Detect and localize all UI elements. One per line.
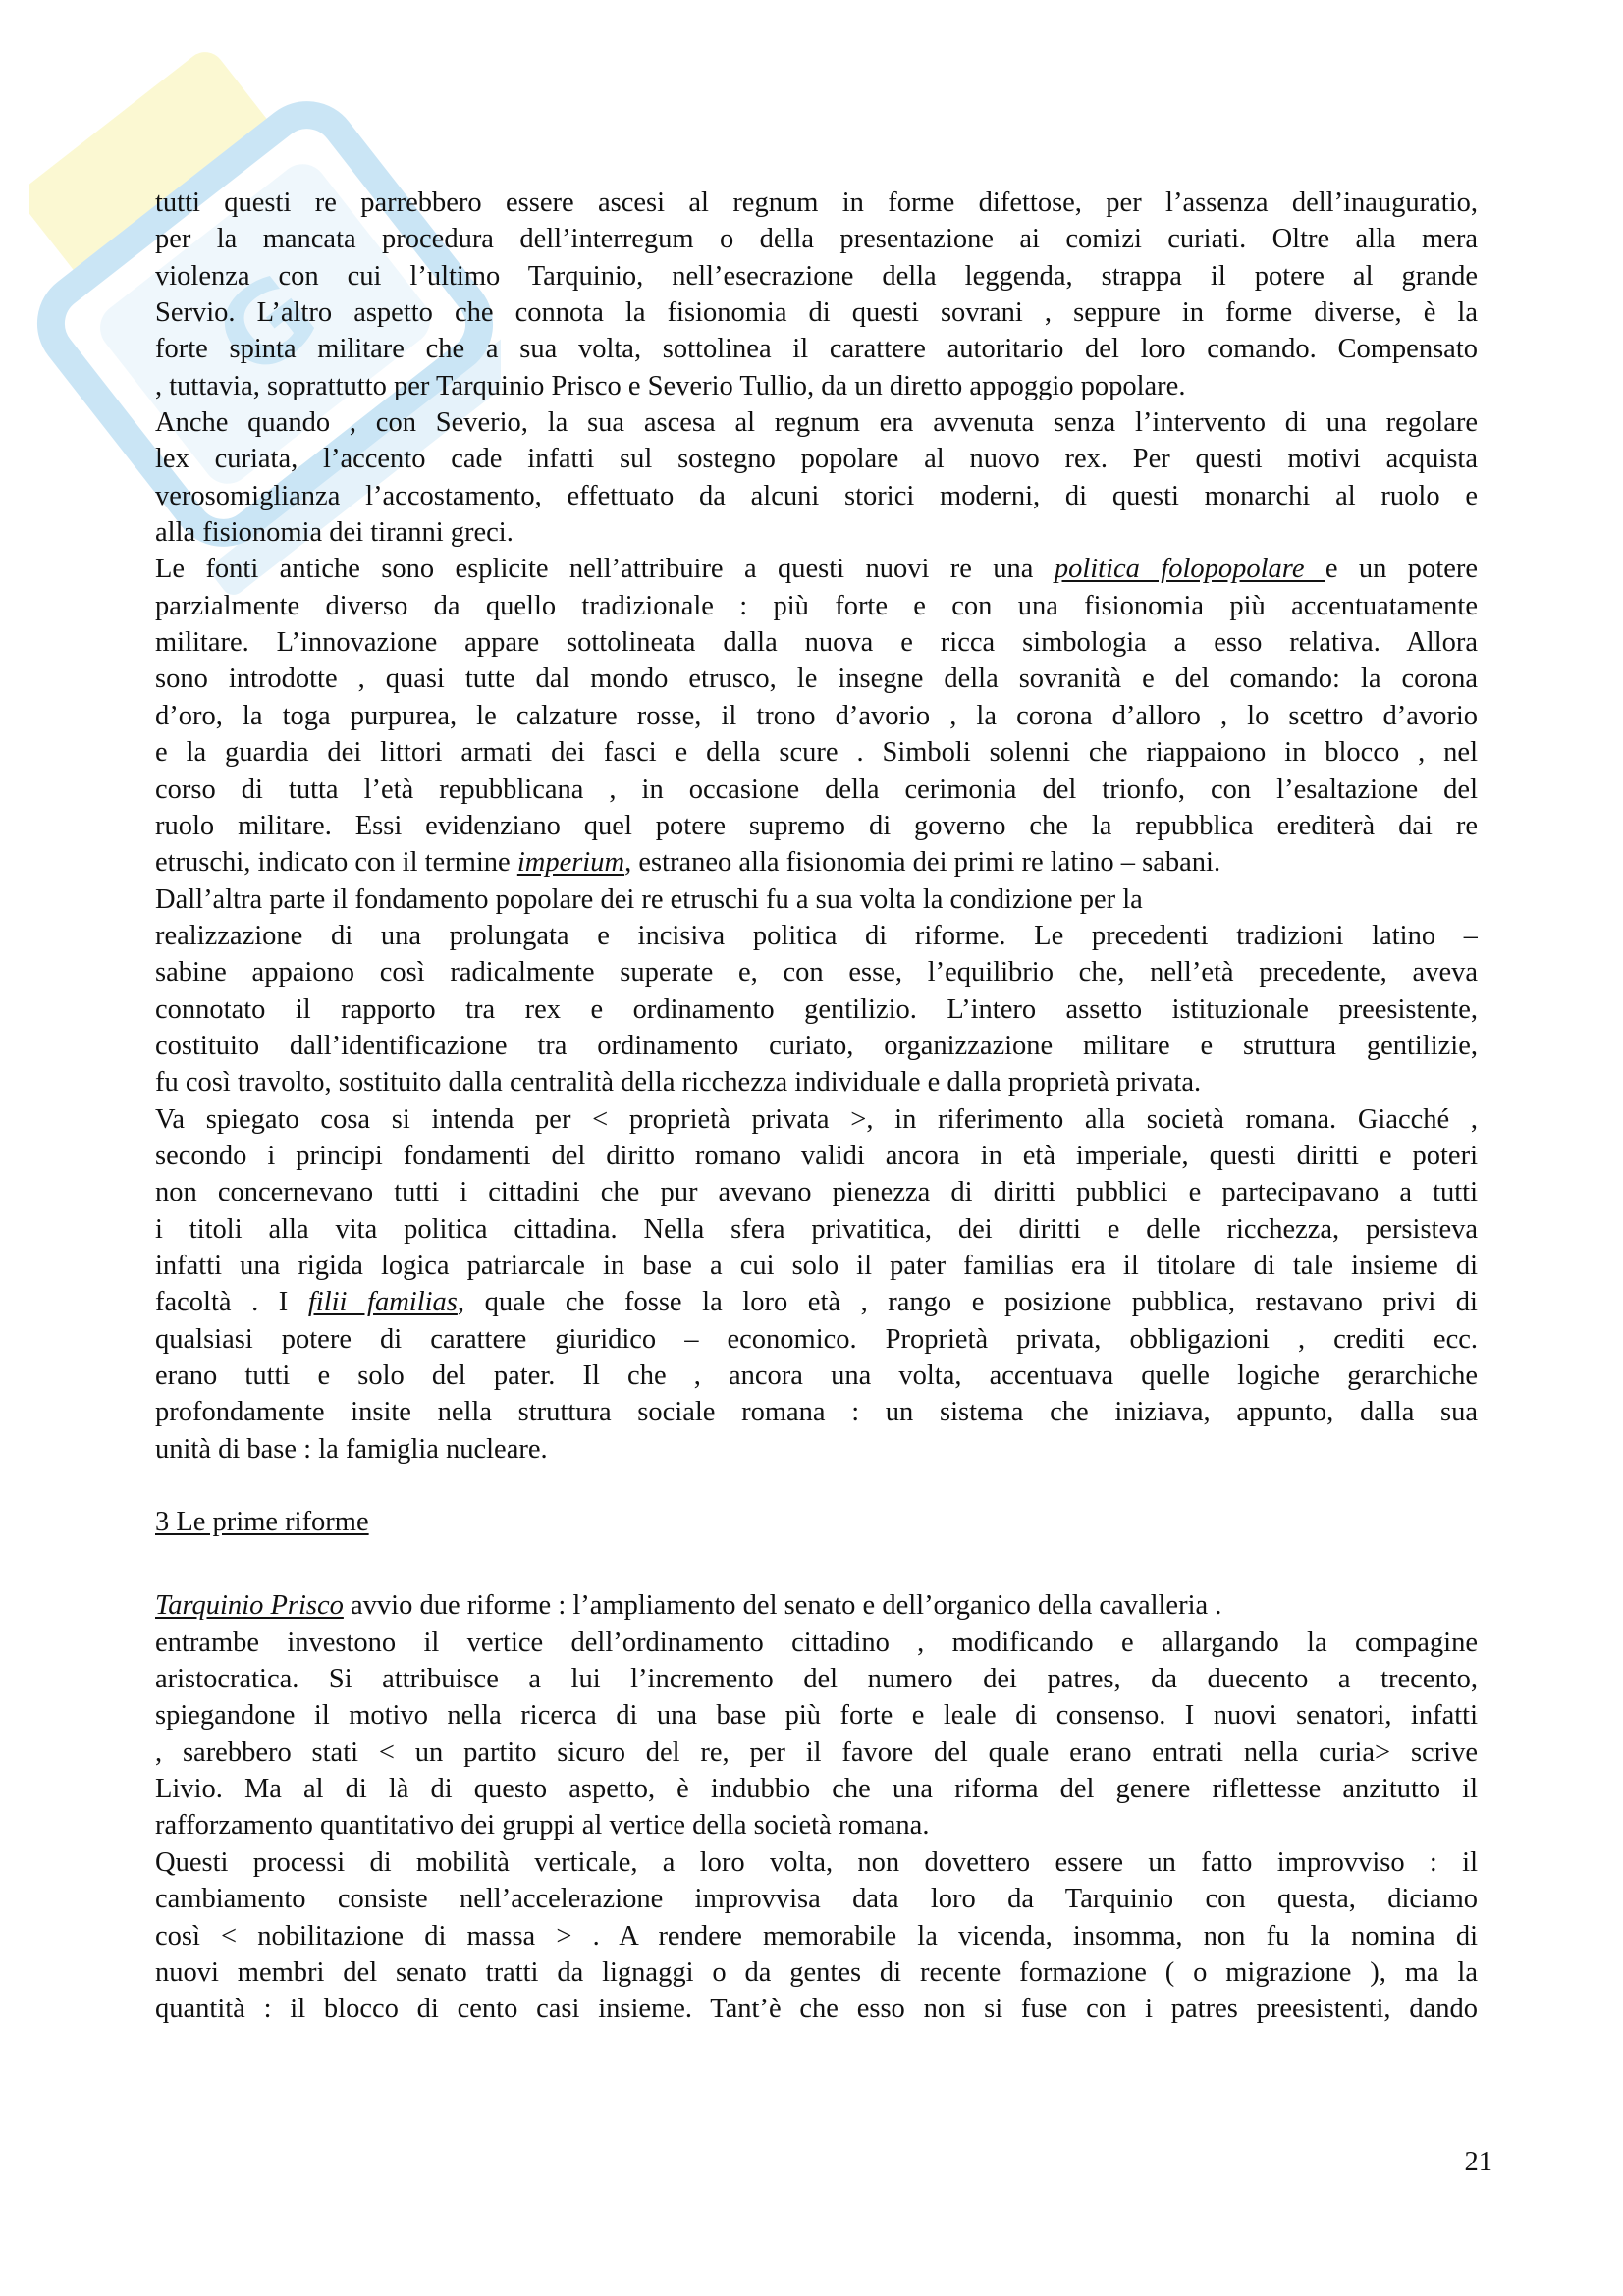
emphasis-imperium: imperium bbox=[516, 847, 625, 879]
text-line: d’oro, la toga purpurea, le calzature rosse, il trono d’avorio , la corona d’alloro , lo scettro d’avorio bbox=[155, 700, 1478, 731]
text-line: verosomiglianza l’accostamento, effettuato da alcuni storici moderni, di questi monarchi al ruolo e bbox=[155, 480, 1478, 511]
text-line: qualsiasi potere di carattere giuridico – economico. Proprietà privata, obbligazioni , crediti ecc. bbox=[155, 1323, 1478, 1355]
text-line: costituito dall’identificazione tra ordinamento curiato, organizzazione militare e struttura gentilizie, bbox=[155, 1030, 1478, 1061]
text-line: tutti questi re parrebbero essere ascesi al regnum in forme difettose, per l’assenza dell’inauguratio, bbox=[155, 187, 1478, 218]
text-line: Dall’altra parte il fondamento popolare dei re etruschi fu a sua volta la condizione per la bbox=[155, 883, 1143, 915]
text-line: unità di base : la famiglia nucleare. bbox=[155, 1433, 548, 1465]
text-fragment: , estraneo alla fisionomia dei primi re latino – sabani. bbox=[624, 847, 1221, 879]
text-line: Va spiegato cosa si intenda per < proprietà privata >, in riferimento alla società romana. Giacché , bbox=[155, 1103, 1478, 1135]
text-line: , sarebbero stati < un partito sicuro del re, per il favore del quale erano entrati nella curia> scrive bbox=[155, 1736, 1478, 1768]
text-fragment: avvio due riforme : l’ampliamento del senato e dell’organico della cavalleria . bbox=[343, 1590, 1222, 1622]
text-line: forte spinta militare che a sua volta, sottolinea il carattere autoritario del loro comando. Compensato bbox=[155, 334, 1478, 365]
emphasis-filii-familias: filii familias bbox=[307, 1287, 458, 1318]
spacer bbox=[155, 1551, 1478, 1587]
text-line: e la guardia dei littori armati dei fasci e della scure . Simboli solenni che riappaiono in blocco , nel bbox=[155, 737, 1478, 769]
text-line: alla fisionomia dei tiranni greci. bbox=[155, 517, 514, 549]
spacer bbox=[155, 1468, 1478, 1504]
text-line bbox=[155, 1587, 1478, 1624]
text-line: sono introdotte , quasi tutte dal mondo etrusco, le insegne della sovranità e del comando: la corona bbox=[155, 664, 1478, 695]
text-line: fu così travolto, sostituito dalla centralità della ricchezza individuale e dalla proprietà privata. bbox=[155, 1067, 1202, 1098]
text-line: per la mancata procedura dell’interregum o della presentazione ai comizi curiati. Oltre alla mera bbox=[155, 224, 1478, 255]
text-line bbox=[155, 844, 1478, 881]
text-line: non concernevano tutti i cittadini che pur avevano pienezza di diritti pubblici e partecipavano a tutti bbox=[155, 1177, 1478, 1208]
section-heading: 3 Le prime riforme bbox=[155, 1507, 369, 1538]
text-line: infatti una rigida logica patriarcale in base a cui solo il pater familias era il titolare di tale insieme di bbox=[155, 1250, 1478, 1281]
text-line bbox=[155, 551, 1478, 587]
text-line: connotato il rapporto tra rex e ordinamento gentilizio. L’intero assetto istituzionale preesistente, bbox=[155, 993, 1478, 1025]
text-line: Servio. L’altro aspetto che connota la fisionomia di questi sovrani , seppure in forme diverse, è la bbox=[155, 297, 1478, 329]
text-line: aristocratica. Si attribuisce a lui l’incremento del numero dei patres, da duecento a trecento, bbox=[155, 1664, 1478, 1695]
text-line: parzialmente diverso da quello tradizionale : più forte e con una fisionomia più accentuatamente bbox=[155, 590, 1478, 621]
text-fragment: Le fonti antiche sono esplicite nell’attribuire a questi nuovi re una bbox=[155, 554, 1055, 585]
text-line: profondamente insite nella struttura sociale romana : un sistema che iniziava, appunto, dalla sua bbox=[155, 1397, 1478, 1428]
text-line: , tuttavia, soprattutto per Tarquinio Prisco e Severio Tullio, da un diretto appoggio popolare. bbox=[155, 370, 1186, 401]
text-line: rafforzamento quantitativo dei gruppi al vertice della società romana. bbox=[155, 1810, 930, 1842]
text-line: lex curiata, l’accento cade infatti sul sostegno popolare al nuovo rex. Per questi motivi acquista bbox=[155, 444, 1478, 475]
text-line: i titoli alla vita politica cittadina. Nella sfera privatitica, dei diritti e delle ricchezza, persisteva bbox=[155, 1213, 1478, 1245]
text-fragment: e un potere bbox=[1325, 554, 1478, 585]
text-line: cambiamento consiste nell’accelerazione improvvisa data loro da Tarquinio con questa, diciamo bbox=[155, 1884, 1478, 1915]
text-line: Anche quando , con Severio, la sua ascesa al regnum era avvenuta senza l’intervento di una regolare bbox=[155, 407, 1478, 439]
text-fragment: facoltà . I bbox=[155, 1287, 308, 1318]
text-line: violenza con cui l’ultimo Tarquinio, nell’esecrazione della leggenda, strappa il potere al grande bbox=[155, 260, 1478, 292]
text-fragment: , quale che fosse la loro età , rango e posizione pubblica, restavano privi di bbox=[457, 1287, 1478, 1318]
text-line: erano tutti e solo del pater. Il che , ancora una volta, accentuava quelle logiche gerarchiche bbox=[155, 1361, 1478, 1391]
text-line: così < nobilitazione di massa > . A rendere memorabile la vicenda, insomma, non fu la nomina di bbox=[155, 1920, 1478, 1951]
emphasis-tarquinio-prisco: Tarquinio Prisco bbox=[155, 1590, 344, 1622]
text-line: quantità : il blocco di cento casi insieme. Tant’è che esso non si fuse con i patres preesistenti, dando bbox=[155, 1994, 1478, 2025]
text-line: realizzazione di una prolungata e incisiva politica di riforme. Le precedenti tradizioni latino – bbox=[155, 920, 1478, 951]
text-line: nuovi membri del senato tratti da lignaggi o da gentes di recente formazione ( o migrazione ), ma la bbox=[155, 1956, 1478, 1988]
text-line: militare. L’innovazione appare sottolineata dalla nuova e ricca simbologia a esso relativa. Allora bbox=[155, 627, 1478, 659]
text-line: secondo i principi fondamenti del diritto romano validi ancora in età imperiale, questi diritti e poteri bbox=[155, 1140, 1478, 1171]
text-line: corso di tutta l’età repubblicana , in occasione della cerimonia del trionfo, con l’esaltazione del bbox=[155, 774, 1478, 805]
svg-text:G: G bbox=[192, 248, 341, 402]
text-line: ruolo militare. Essi evidenziano quel potere supremo di governo che la repubblica erediterà dai re bbox=[155, 810, 1478, 841]
text-line: sabine appaiono così radicalmente superate e, con esse, l’equilibrio che, nell’età precedente, aveva bbox=[155, 957, 1478, 988]
text-line: Livio. Ma al di là di questo aspetto, è indubbio che una riforma del genere riflettesse anzitutto il bbox=[155, 1774, 1478, 1805]
text-line: Questi processi di mobilità verticale, a loro volta, non dovettero essere un fatto improvviso : il bbox=[155, 1846, 1478, 1878]
text-line: spiegandone il motivo nella ricerca di una base più forte e leale di consenso. I nuovi senatori, infatti bbox=[155, 1700, 1478, 1732]
text-fragment: etruschi, indicato con il termine bbox=[155, 847, 517, 879]
text-line: entrambe investono il vertice dell’ordinamento cittadino , modificando e allargando la compagine bbox=[155, 1627, 1478, 1658]
emphasis-politica-folopopolare: politica folopopolare bbox=[1054, 554, 1325, 585]
page-number: 21 bbox=[1464, 2147, 1492, 2177]
body-text bbox=[155, 185, 1478, 2028]
text-line bbox=[155, 1284, 1478, 1320]
